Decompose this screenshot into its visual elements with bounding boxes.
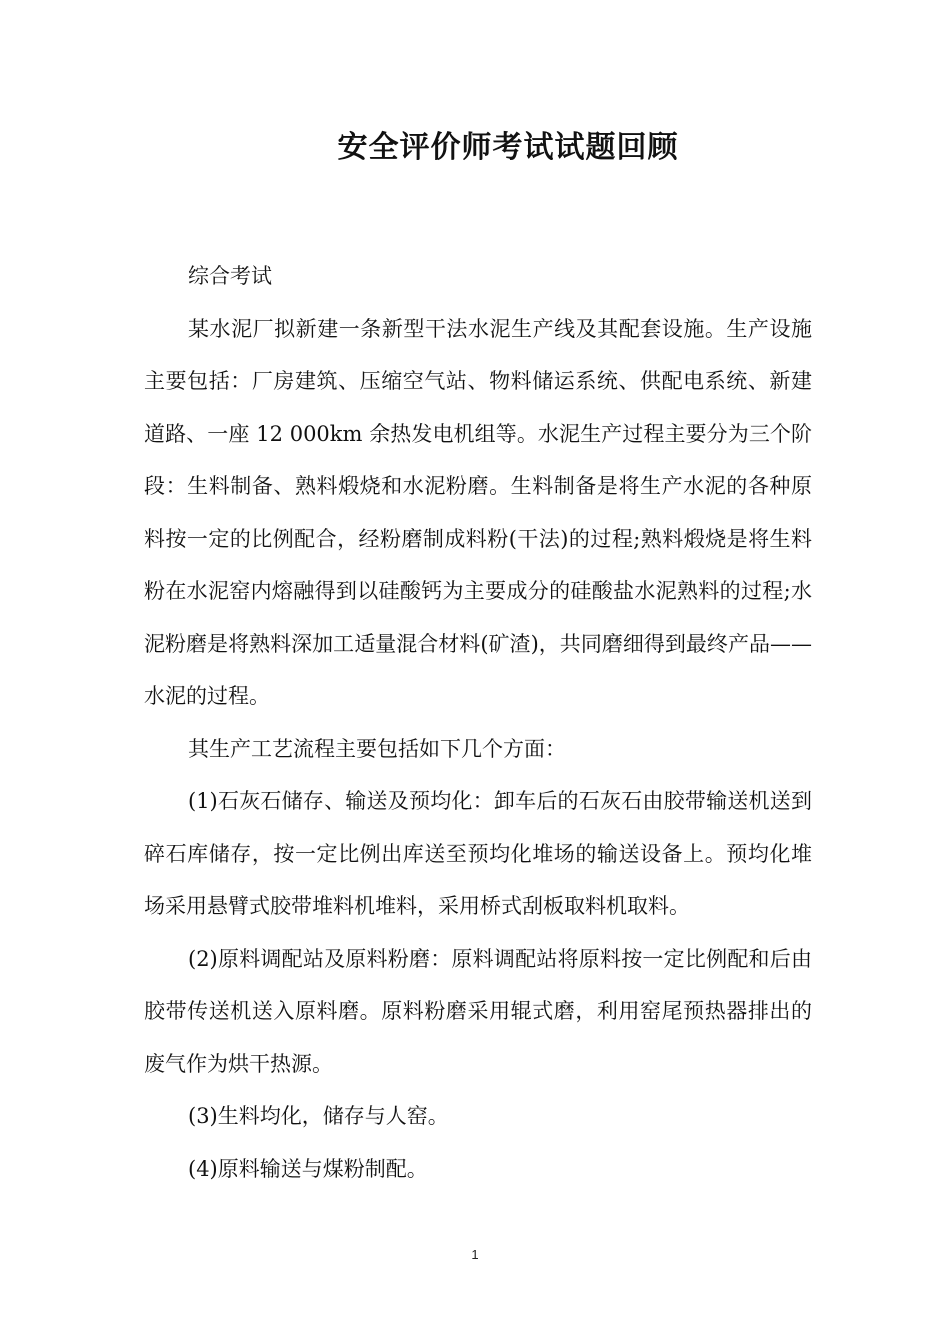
paragraph-plant-description: 某水泥厂拟新建一条新型干法水泥生产线及其配套设施。生产设施主要包括：厂房建筑、压缩空气站、物料储运系统、供配电系统、新建道路、一座 12 000km 余热发电机组等。水泥生产过程主要分为三个阶段：生料制备、熟料煅烧和水泥粉磨。生料制备是将生产水泥的各种原料按一定的比例配合，经粉磨制成料粉(干法)的过程;熟料煅烧是将生料粉在水泥窑内熔融得到以硅酸钙为主要成分的硅酸盐水泥熟料的过程;水泥粉磨是将熟料深加工适量混合材料(矿渣)，共同磨细得到最终产品——水泥的过程。 bbox=[144, 316, 812, 708]
document-title: 安全评价师考试试题回顾 bbox=[337, 130, 679, 165]
paragraph-step-3: (3)生料均化，储存与人窑。 bbox=[188, 1104, 449, 1128]
paragraph-process-intro: 其生产工艺流程主要包括如下几个方面： bbox=[188, 736, 566, 761]
document-body bbox=[144, 250, 812, 1195]
page-number: 1 bbox=[471, 1247, 479, 1262]
paragraph-section-heading: 综合考试 bbox=[188, 264, 272, 288]
paragraph-step-2: (2)原料调配站及原料粉磨：原料调配站将原料按一定比例配和后由胶带传送机送入原料磨。原料粉磨采用辊式磨，利用窑尾预热器排出的废气作为烘干热源。 bbox=[144, 946, 812, 1076]
paragraph-step-1: (1)石灰石储存、输送及预均化：卸车后的石灰石由胶带输送机送到碎石库储存，按一定比例出库送至预均化堆场的输送设备上。预均化堆场采用悬臂式胶带堆料机堆料，采用桥式刮板取料机取料。 bbox=[144, 789, 812, 918]
paragraph-step-4: (4)原料输送与煤粉制配。 bbox=[188, 1156, 428, 1181]
